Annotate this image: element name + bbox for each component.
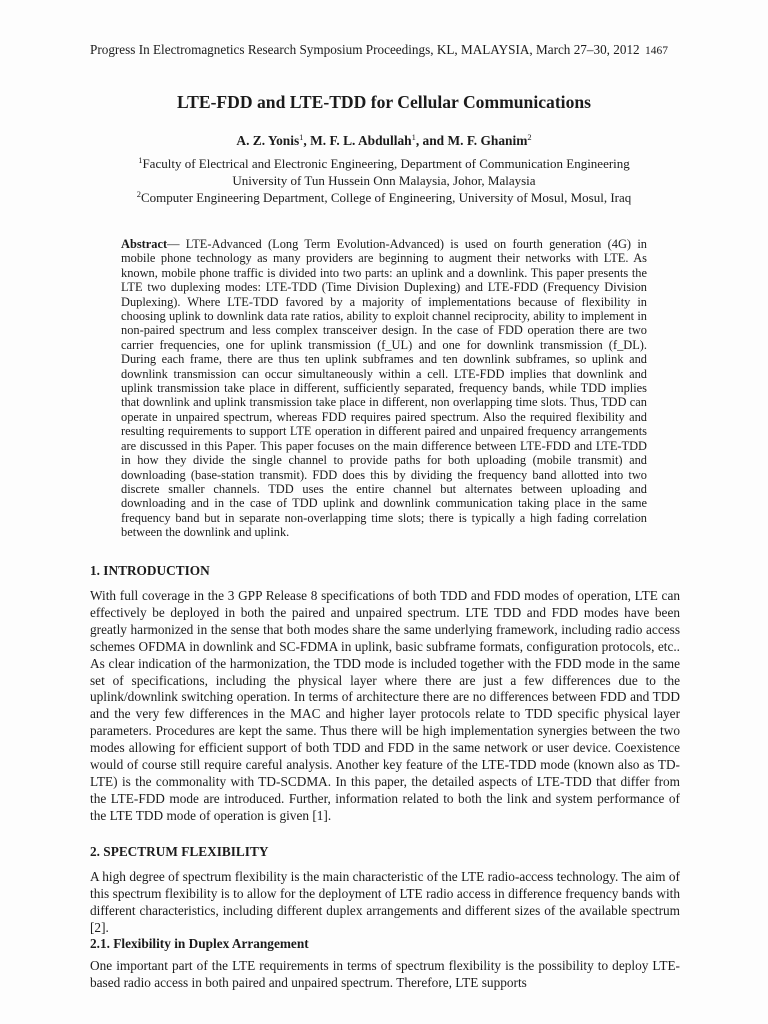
author-list (0, 133, 768, 149)
section-introduction (90, 563, 680, 825)
affiliation-mark: 2 (527, 132, 532, 142)
affiliation-line: Faculty of Electrical and Electronic Engineering, Department of Communication Engineering (142, 156, 630, 171)
author-name: A. Z. Yonis (236, 133, 300, 148)
author-name: M. F. L. Abdullah (310, 133, 412, 148)
subsection-duplex-arrangement (90, 936, 680, 992)
section-paragraph: With full coverage in the 3 GPP Release 8 specifications of both TDD and FDD modes of operation, LTE can effectively be deployed in both the paired and unpaired spectrum. LTE TDD and FDD modes have been greatly harmonized in the sense that both modes share the same underlying framework, including radio access schemes OFDMA in downlink and SC-FDMA in uplink, basic subframe formats, configuration protocols, etc.. As clear indication of the harmonization, the TDD mode is included together with the FDD mode in the same set of specifications, including the physical layer where there are just a few differences due to the uplink/downlink switching operation. In terms of architecture there are no differences between FDD and TDD and the very few differences in the MAC and higher layer protocols relate to TDD specific physical layer parameters. Procedures are kept the same. Thus there will be high implementation synergies between the two modes allowing for efficient support of both TDD and FDD in the same network or user device. Coexistence would of course still require careful analysis. Another key feature of the LTE-TDD mode (known also as TD-LTE) is the commonality with TD-SCDMA. In this paper, the detailed aspects of LTE-TDD that differ from the LTE-FDD mode are introduced. Further, information related to both the link and system performance of the LTE TDD mode of operation is given [1]. (90, 588, 680, 823)
affiliation-line: Computer Engineering Department, College of Engineering, University of Mosul, Mosul, Iraq (140, 190, 632, 205)
page-number: 1467 (644, 45, 668, 57)
affiliation-1-line-2 (0, 173, 768, 189)
author-name: M. F. Ghanim (447, 133, 528, 148)
abstract-dash: — (167, 237, 186, 251)
author-separator: , (303, 133, 311, 148)
section-heading: 1. INTRODUCTION (90, 563, 210, 578)
abstract-text: LTE-Advanced (Long Term Evolution-Advanced) is used on fourth generation (4G) in mobile phone technology as many providers are beginning to augment their networks with LTE. As known, mobile phone traffic is divided into two parts: an uplink and a downlink. This paper presents the LTE two duplexing modes: LTE-TDD (Time Division Duplexing) and LTE-FDD (Frequency Division Duplexing). Where LTE-TDD favored by a majority of implementations because of flexibility in choosing uplink to downlink data rate ratios, ability to exploit channel reciprocity, ability to implement in non-paired spectrum and less complex transceiver design. In the case of FDD operation there are two carrier frequencies, one for uplink transmission (f_UL) and one for downlink transmission (f_DL). During each frame, there are thus ten uplink subframes and ten downlink subframes, so uplink and downlink transmission can occur simultaneously within a cell. LTE-FDD implies that downlink and uplink transmission take place in different, sufficiently separated, frequency bands, while TDD implies that downlink and uplink transmission take place in different, non overlapping time slots. Thus, TDD can operate in unpaired spectrum, whereas FDD requires paired spectrum. Also the required flexibility and resulting requirements to support LTE operation in different paired and unpaired frequency arrangements are discussed in this Paper. This paper focuses on the main difference between LTE-FDD and LTE-TDD in how they divide the single channel to provide paths for both uploading (mobile transmit) and downloading (base-station transmit). FDD does this by dividing the frequency band allotted into two discrete smaller channels. TDD uses the entire channel but alternates between uploading and downloading and in the case of TDD uplink and downlink communication taking place in the same frequency band but in separate non-overlapping time slots; there is typically a high fading correlation between the downlink and uplink. (121, 237, 647, 540)
section-heading: 2. SPECTRUM FLEXIBILITY (90, 844, 269, 859)
subsection-paragraph: One important part of the LTE requirements in terms of spectrum flexibility is the possibility to deploy LTE-based radio access in both paired and unpaired spectrum. Therefore, LTE supports (90, 958, 680, 990)
running-header (90, 42, 690, 58)
affiliation-mark: 2 (136, 189, 141, 199)
abstract (121, 237, 647, 540)
section-spectrum-flexibility (90, 844, 680, 937)
affiliation-mark: 1 (138, 155, 143, 165)
affiliation-mark: 1 (299, 132, 304, 142)
abstract-label: Abstract (121, 237, 168, 251)
subsection-heading: 2.1. Flexibility in Duplex Arrangement (90, 936, 309, 951)
affiliation-line: University of Tun Hussein Onn Malaysia, Johor, Malaysia (232, 173, 536, 188)
affiliation-2 (0, 190, 768, 206)
running-head-text: Progress In Electromagnetics Research Symposium Proceedings, KL, MALAYSIA, March 27–30, 2012 (90, 42, 640, 57)
affiliation-1 (0, 156, 768, 172)
section-paragraph: A high degree of spectrum flexibility is the main characteristic of the LTE radio-access technology. The aim of this spectrum flexibility is to allow for the deployment of LTE radio access in difference frequency bands with different characteristics, including different duplex arrangements and different sizes of the available spectrum [2]. (90, 869, 680, 935)
affiliation-mark: 1 (411, 132, 416, 142)
author-separator: , and (415, 133, 448, 148)
paper-title: LTE-FDD and LTE-TDD for Cellular Communications (176, 92, 591, 112)
